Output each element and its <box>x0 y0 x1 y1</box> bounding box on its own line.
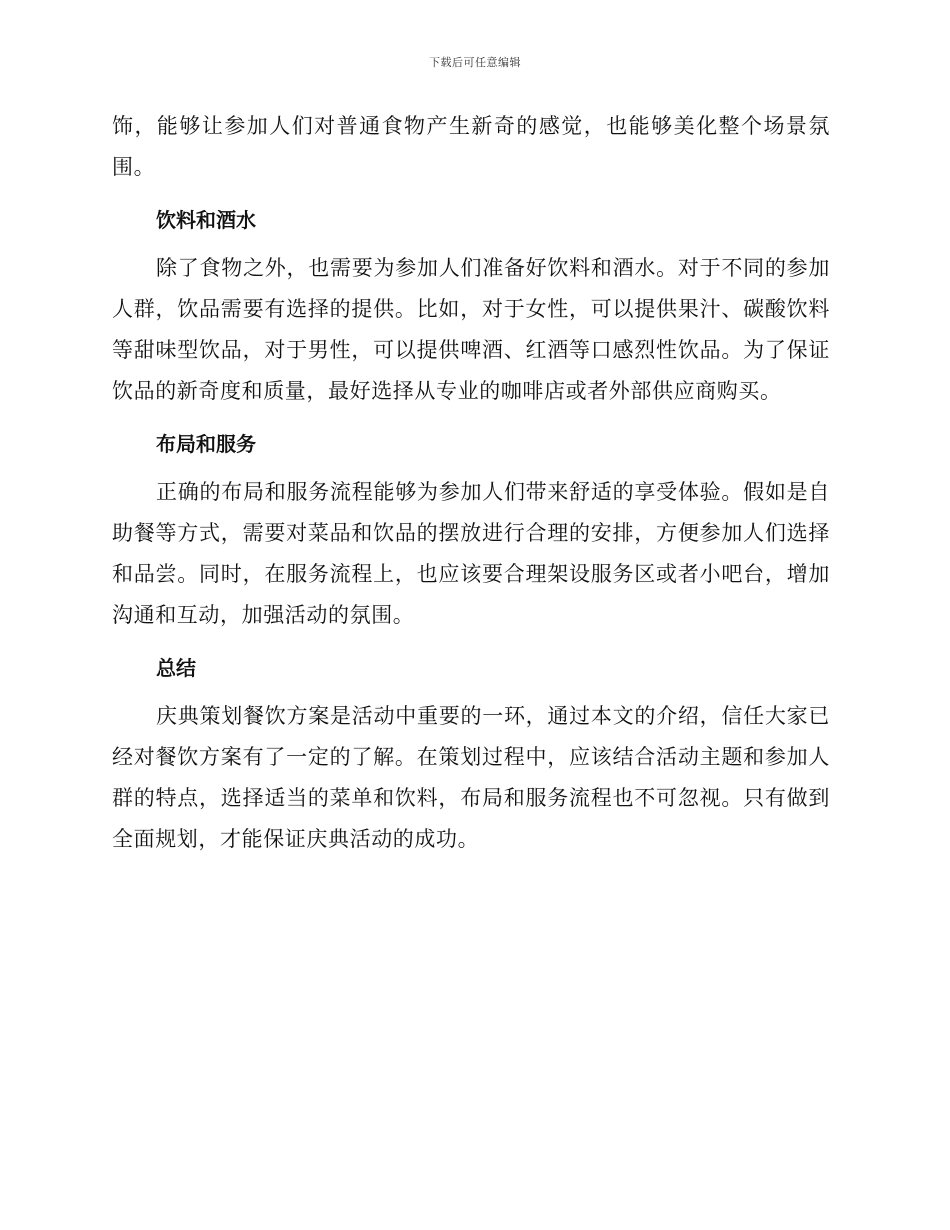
section-heading-drinks: 饮料和酒水 <box>156 208 256 232</box>
section-heading-summary: 总结 <box>156 656 196 680</box>
intro-continuation-paragraph: 饰，能够让参加人们对普通食物产生新奇的感觉，也能够美化整个场景氛围。 <box>112 114 830 179</box>
page-header: 下载后可任意编辑 <box>429 56 521 69</box>
document-body <box>112 106 830 860</box>
layout-service-paragraph: 正确的布局和服务流程能够为参加人们带来舒适的享受体验。假如是自助餐等方式，需要对菜品和饮品的摆放进行合理的安排，方便参加人们选择和品尝。同时，在服务流程上，也应该要合理架设服务区或者小吧台，增加沟通和互动，加强活动的氛围。 <box>112 480 830 627</box>
section-heading-layout-service: 布局和服务 <box>156 432 256 456</box>
summary-paragraph: 庆典策划餐饮方案是活动中重要的一环，通过本文的介绍，信任大家已经对餐饮方案有了一定的了解。在策划过程中，应该结合活动主题和参加人群的特点，选择适当的菜单和饮料，布局和服务流程也不可忽视。只有做到全面规划，才能保证庆典活动的成功。 <box>112 704 830 851</box>
drinks-paragraph: 除了食物之外，也需要为参加人们准备好饮料和酒水。对于不同的参加人群，饮品需要有选择的提供。比如，对于女性，可以提供果汁、碳酸饮料等甜味型饮品，对于男性，可以提供啤酒、红酒等口感烈性饮品。为了保证饮品的新奇度和质量，最好选择从专业的咖啡店或者外部供应商购买。 <box>112 256 830 403</box>
